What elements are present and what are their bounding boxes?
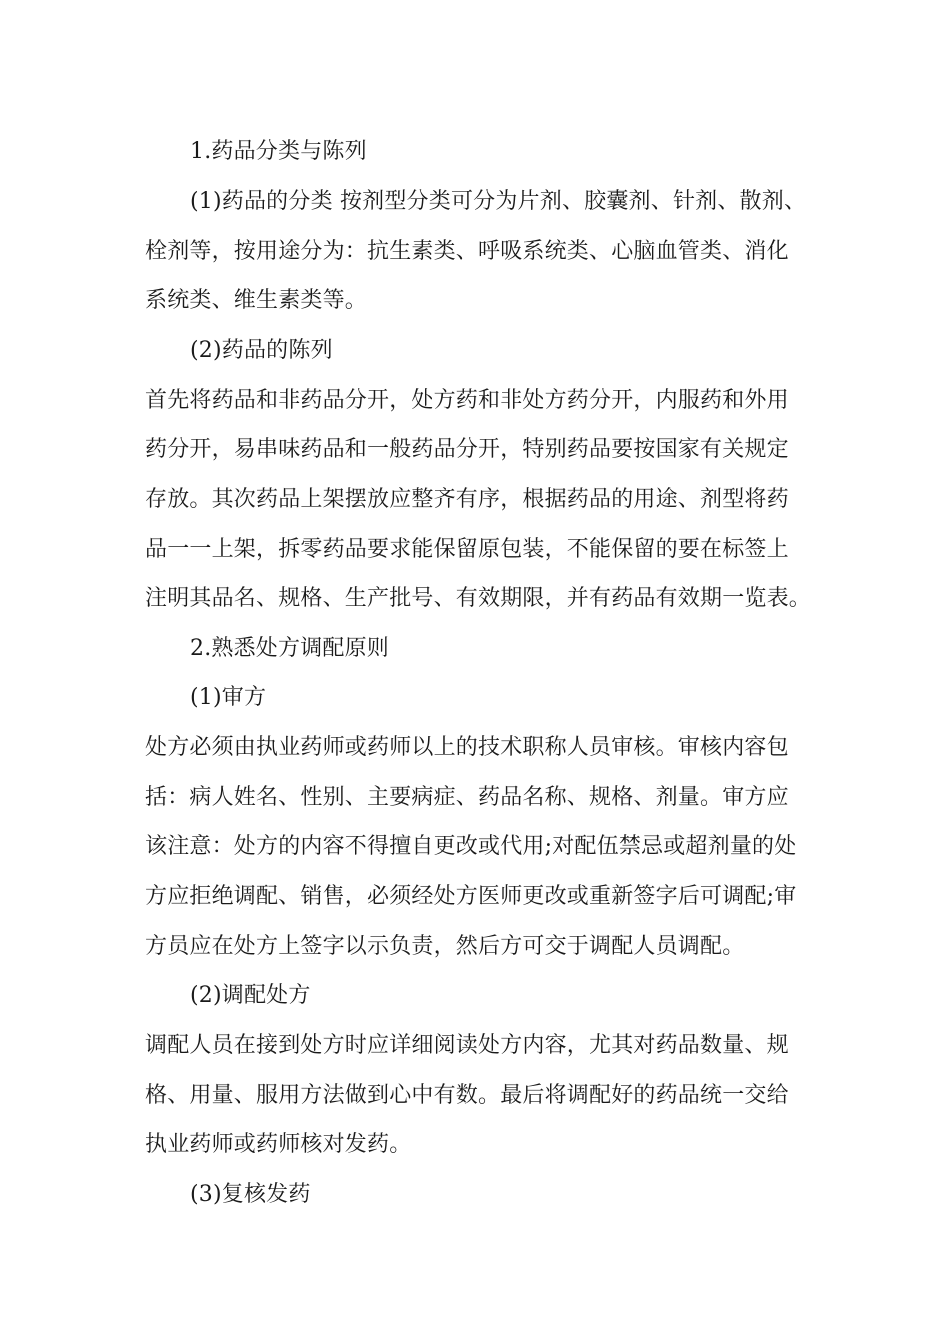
paragraph-line: 药分开，易串味药品和一般药品分开，特别药品要按国家有关规定 xyxy=(145,437,789,462)
paragraph-line: 该注意：处方的内容不得擅自更改或代用;对配伍禁忌或超剂量的处 xyxy=(145,834,797,859)
paragraph-line: 品一一上架，拆零药品要求能保留原包装，不能保留的要在标签上 xyxy=(145,537,789,562)
paragraph-line: 执业药师或药师核对发药。 xyxy=(145,1132,412,1157)
paragraph-line: 首先将药品和非药品分开，处方药和非处方药分开，内服药和外用 xyxy=(145,388,789,413)
heading-prescription-principles: 2.熟悉处方调配原则 xyxy=(190,636,389,661)
subheading-recheck-dispense: (3)复核发药 xyxy=(190,1182,311,1207)
paragraph-line: 方员应在处方上签字以示负责，然后方可交于调配人员调配。 xyxy=(145,934,745,959)
paragraph-line: 调配人员在接到处方时应详细阅读处方内容，尤其对药品数量、规 xyxy=(145,1033,789,1058)
paragraph-line: 注明其品名、规格、生产批号、有效期限，并有药品有效期一览表。 xyxy=(145,586,812,611)
subheading-prescription-review: (1)审方 xyxy=(190,685,267,710)
subheading-dispensing: (2)调配处方 xyxy=(190,983,311,1008)
paragraph-line: 括：病人姓名、性别、主要病症、药品名称、规格、剂量。审方应 xyxy=(145,785,789,810)
heading-drug-classification-display: 1.药品分类与陈列 xyxy=(190,139,367,164)
paragraph-line: 系统类、维生素类等。 xyxy=(145,288,368,313)
paragraph-line: 格、用量、服用方法做到心中有数。最后将调配好的药品统一交给 xyxy=(145,1083,789,1108)
paragraph-line: 存放。其次药品上架摆放应整齐有序，根据药品的用途、剂型将药 xyxy=(145,487,789,512)
paragraph-line: 栓剂等，按用途分为：抗生素类、呼吸系统类、心脑血管类、消化 xyxy=(145,239,789,264)
subheading-drug-classification: (1)药品的分类 按剂型分类可分为片剂、胶囊剂、针剂、散剂、 xyxy=(190,189,807,214)
subheading-drug-display: (2)药品的陈列 xyxy=(190,338,333,363)
paragraph-line: 方应拒绝调配、销售，必须经处方医师更改或重新签字后可调配;审 xyxy=(145,884,797,909)
paragraph-line: 处方必须由执业药师或药师以上的技术职称人员审核。审核内容包 xyxy=(145,735,789,760)
